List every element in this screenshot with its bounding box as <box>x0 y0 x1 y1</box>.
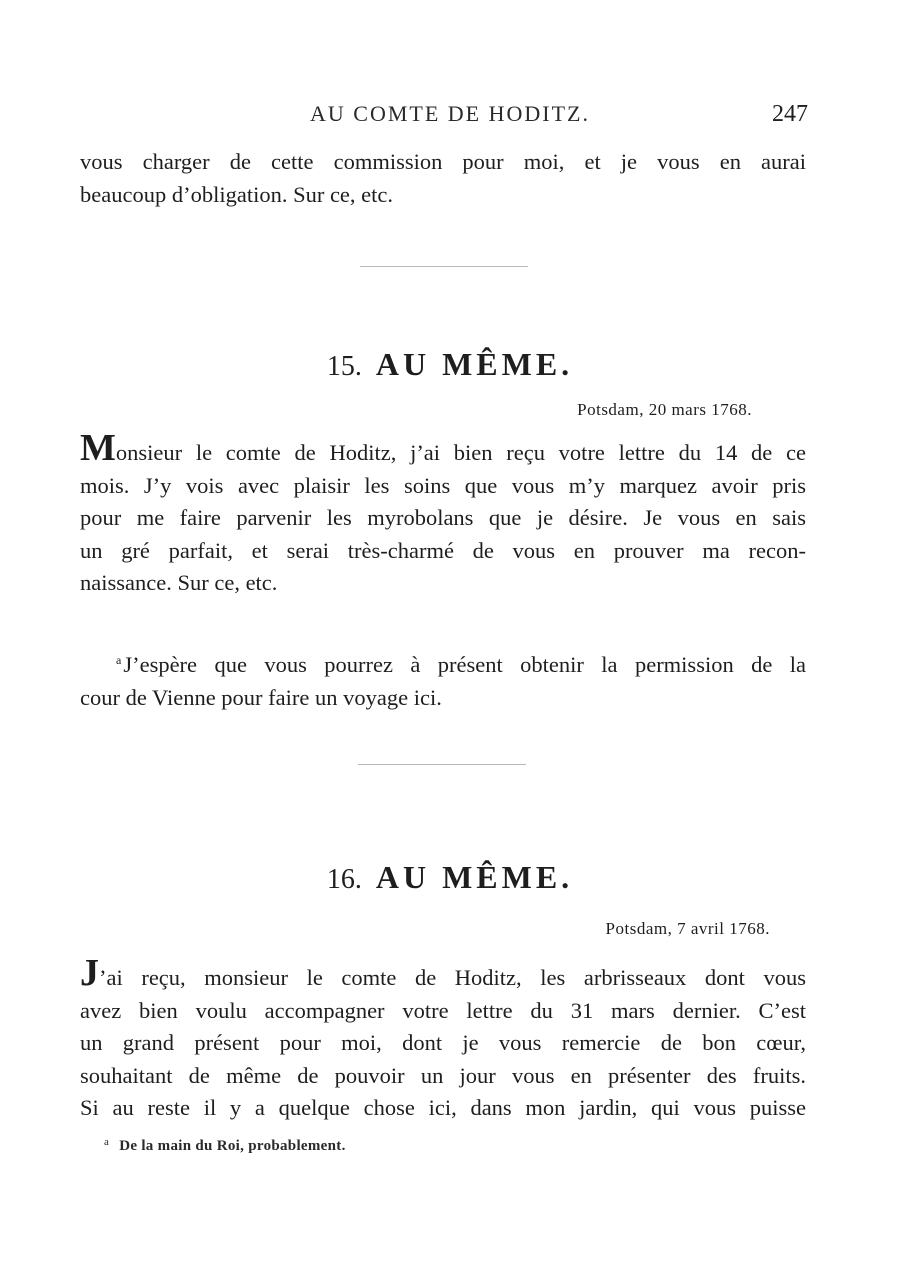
page-number: 247 <box>772 101 808 127</box>
letter-16-line: Si au reste il y a quelque chose ici, dans mon jardin, qui vous puisse <box>80 1095 806 1120</box>
footnote-marker: a <box>104 1136 110 1148</box>
letter-15-line: un gré parfait, et serai très-charmé de vous en prouver ma recon- <box>80 537 806 563</box>
footnote-text: De la main du Roi, probablement. <box>119 1138 346 1154</box>
letter-15-line: naissance. Sur ce, etc. <box>80 570 278 595</box>
letter-15-dateline: Potsdam, 20 mars 1768. <box>577 400 752 419</box>
letter-15-number: 15. <box>326 351 362 382</box>
letter-16-dateline: Potsdam, 7 avril 1768. <box>605 919 770 938</box>
postscript-line: $^a$J’espère que vous pourrez à présent obtenir la permission de la <box>116 652 806 677</box>
letter-15-line: Monsieur le comte de Hoditz, j’ai bien reçu votre lettre du 14 de ce <box>80 427 806 469</box>
continuation-line-2: beaucoup d’obligation. Sur ce, etc. <box>80 181 394 207</box>
continuation-line-1: vous charger de cette commission pour moi, et je vous en aurai <box>80 149 806 174</box>
letter-16-line: J’ai reçu, monsieur le comte de Hoditz, les arbrisseaux dont vous <box>80 952 806 994</box>
drop-initial-m: M <box>80 427 116 469</box>
letter-16-line: un grand présent pour moi, dont je vous remercie de bon cœur, <box>80 1030 806 1055</box>
letter-15-heading <box>0 346 900 383</box>
section-divider-2 <box>358 764 526 765</box>
letter-16-body <box>80 952 806 1125</box>
drop-initial-j: J <box>80 952 99 994</box>
letter-16-line: avez bien voulu accompagner votre lettre du 31 mars dernier. C’est <box>80 997 806 1023</box>
footnote-marker: a <box>116 653 122 667</box>
letter-15-body <box>80 427 806 600</box>
letter-15-line: pour me faire parvenir les myrobolans que je désire. Je vous en sais <box>80 505 806 530</box>
section-divider-1 <box>360 266 528 267</box>
letter-16-title: AU MÊME. <box>375 859 574 895</box>
letter-15-line: mois. J’y vois avec plaisir les soins que vous m’y marquez avoir pris <box>80 472 806 498</box>
continuation-text <box>80 146 806 211</box>
letter-16-heading <box>0 859 900 896</box>
letter-16-line: souhaitant de même de pouvoir un jour vous en présenter des fruits. <box>80 1062 806 1088</box>
letter-15-title: AU MÊME. <box>375 346 574 382</box>
letter-16-number: 16. <box>326 864 362 895</box>
letter-15-postscript <box>80 644 806 714</box>
footnote <box>104 1136 346 1155</box>
running-title: AU COMTE DE HODITZ. <box>310 101 590 126</box>
postscript-line: cour de Vienne pour faire un voyage ici. <box>80 684 442 710</box>
